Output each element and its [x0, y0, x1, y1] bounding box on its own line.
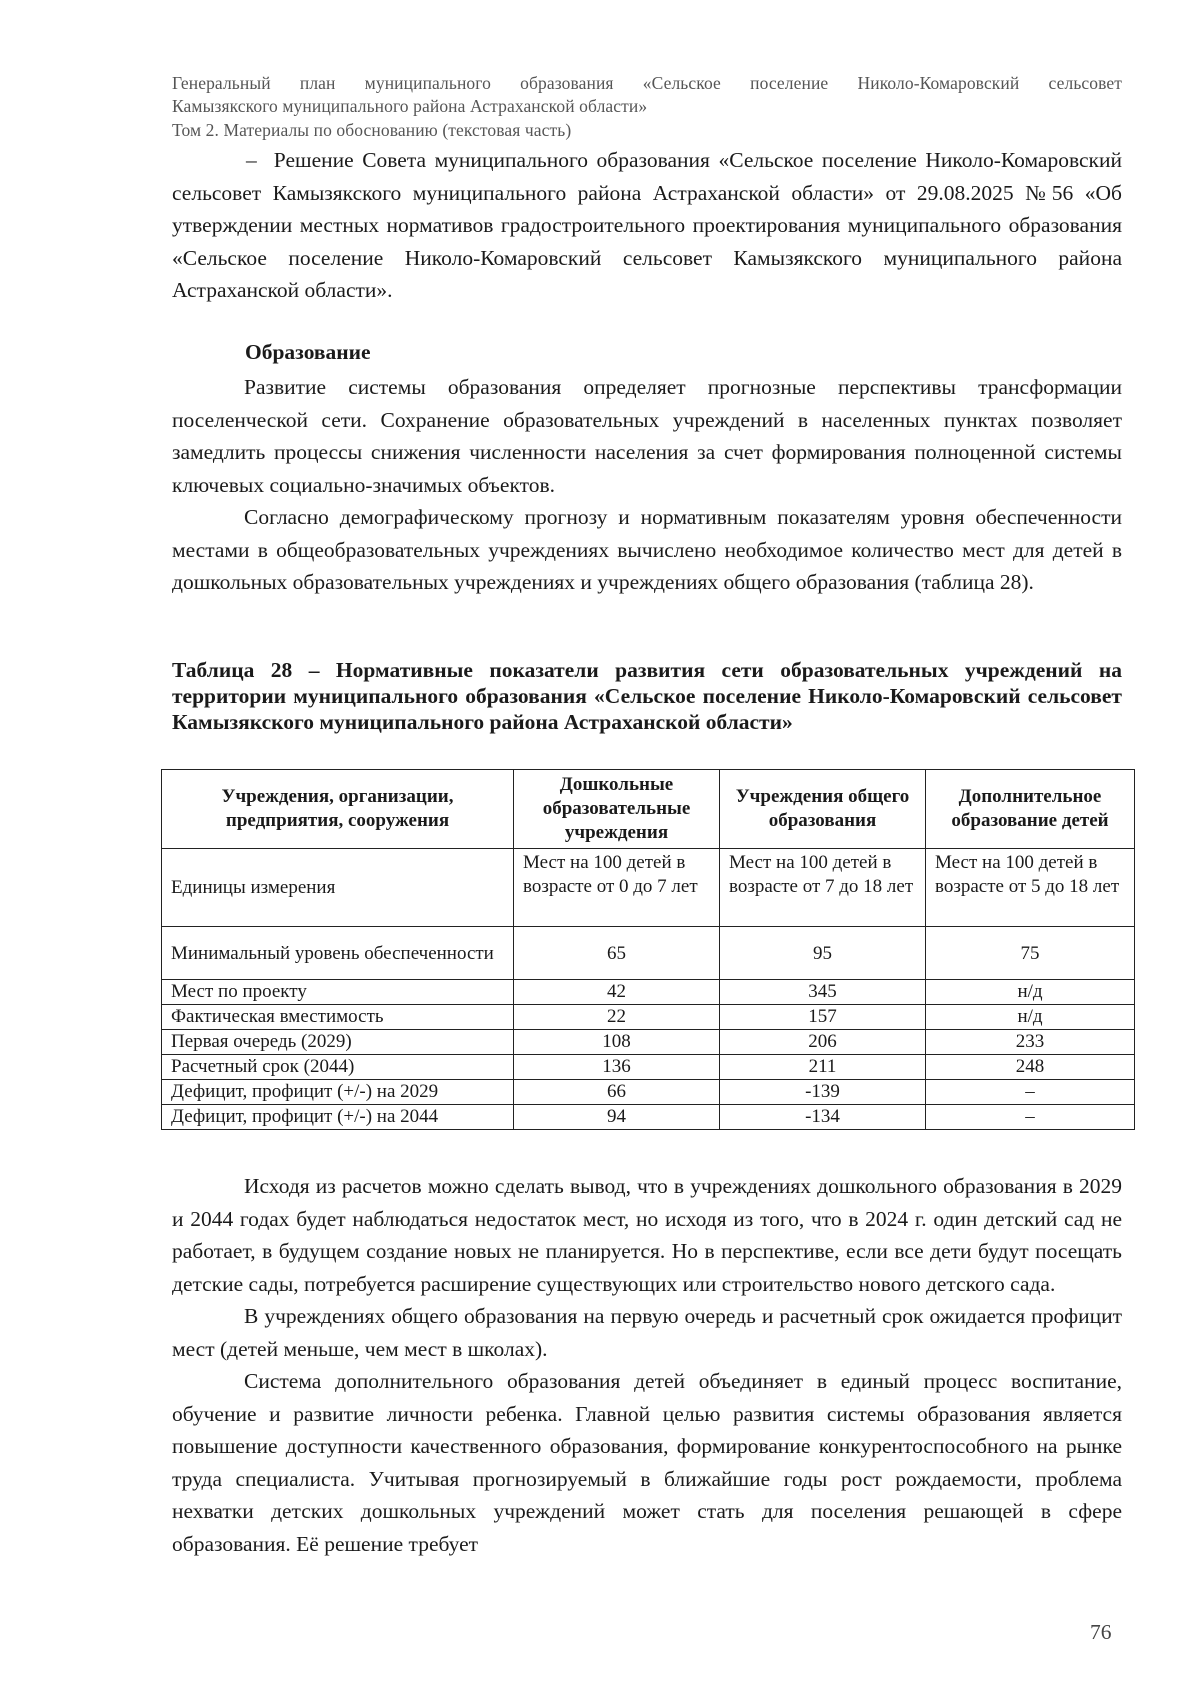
section-heading: Образование: [245, 340, 371, 364]
table-cell: 345: [720, 980, 926, 1005]
table-row: [162, 1055, 1135, 1080]
table-cell: 66: [514, 1080, 720, 1105]
table-row-units: [162, 849, 1135, 927]
table-cell: 108: [514, 1030, 720, 1055]
paragraphs-before-table: [172, 371, 1122, 599]
paragraphs-after-table: [172, 1170, 1122, 1560]
table-row: [162, 1005, 1135, 1030]
column-header: Дополнительное образование детей: [926, 770, 1135, 849]
table-cell: –: [926, 1080, 1135, 1105]
paragraph: Исходя из расчетов можно сделать вывод, что в учреждениях дошкольного образования в 2029 и 2044 годах будет наблюдаться недостаток мест, но исходя из того, что в 2024 г. один детский сад не работает, в будущем создание новых не планируется. Но в перспективе, если все дети будут посещать детские сады, потребуется расширение существующих или строительство нового детского сада.: [172, 1174, 1122, 1296]
row-label: Минимальный уровень обеспеченности: [162, 927, 514, 980]
table-cell: 157: [720, 1005, 926, 1030]
page-number: 76: [1090, 1620, 1112, 1644]
table-cell: Мест на 100 детей в возрасте от 5 до 18 лет: [926, 849, 1135, 927]
table-caption: Таблица 28 – Нормативные показатели развития сети образовательных учреждений на территории муниципального образования «Сельское поселение Николо-Комаровский сельсовет Камызякского муниципального района Астраханской области»: [172, 658, 1122, 734]
running-header-line-2: Камызякского муниципального района Астраханской области»: [172, 96, 648, 116]
table-cell: 75: [926, 927, 1135, 980]
table-cell: 65: [514, 927, 720, 980]
column-header: Учреждения, организации, предприятия, сооружения: [162, 770, 514, 849]
row-label: Фактическая вместимость: [162, 1005, 514, 1030]
table-row: [162, 927, 1135, 980]
table-cell: 94: [514, 1105, 720, 1130]
table-cell: 42: [514, 980, 720, 1005]
table-cell: н/д: [926, 980, 1135, 1005]
table-cell: 136: [514, 1055, 720, 1080]
table-cell: 233: [926, 1030, 1135, 1055]
table-row: [162, 1105, 1135, 1130]
table-cell: –: [926, 1105, 1135, 1130]
paragraph: В учреждениях общего образования на первую очередь и расчетный срок ожидается профицит мест (детей меньше, чем мест в школах).: [172, 1304, 1122, 1361]
table-cell: 22: [514, 1005, 720, 1030]
running-header-line-1: Генеральный план муниципального образования «Сельское поселение Николо-Комаровский сельсовет: [172, 73, 1122, 93]
table-cell: 211: [720, 1055, 926, 1080]
table-cell: 248: [926, 1055, 1135, 1080]
column-header: Учреждения общего образования: [720, 770, 926, 849]
paragraph: Согласно демографическому прогнозу и нормативным показателям уровня обеспеченности местами в общеобразовательных учреждениях вычислено необходимое количество мест для детей в дошкольных образовательных учреждениях и учреждениях общего образования (таблица 28).: [172, 505, 1122, 594]
paragraph: Система дополнительного образования детей объединяет в единый процесс воспитание, обучение и развитие личности ребенка. Главной целью развития системы образования является повышение доступности качественного образования, формирование конкурентоспособного на рынке труда специалиста. Учитывая прогнозируемый в ближайшие годы рост рождаемости, проблема нехватки детских дошкольных учреждений может стать для поселения решающей в сфере образования. Её решение требует: [172, 1369, 1122, 1556]
table-cell: 95: [720, 927, 926, 980]
table-cell: Мест на 100 детей в возрасте от 0 до 7 лет: [514, 849, 720, 927]
intro-list-item: – Решение Совета муниципального образования «Сельское поселение Николо-Комаровский сельсовет Камызякского муниципального района Астраханской области» от 29.08.2025 №56 «Об утверждении местных нормативов градостроительного проектирования муниципального образования «Сельское поселение Николо-Комаровский сельсовет Камызякского муниципального района Астраханской области».: [172, 148, 1122, 302]
row-label: Расчетный срок (2044): [162, 1055, 514, 1080]
column-header: Дошкольные образовательные учреждения: [514, 770, 720, 849]
row-label: Дефицит, профицит (+/-) на 2044: [162, 1105, 514, 1130]
row-label: Мест по проекту: [162, 980, 514, 1005]
table-cell: -134: [720, 1105, 926, 1130]
paragraph: Развитие системы образования определяет прогнозные перспективы трансформации поселенческой сети. Сохранение образовательных учреждений в населенных пунктах позволяет замедлить процессы снижения численности населения за счет формирования полноценной системы ключевых социально-значимых объектов.: [172, 375, 1122, 497]
table-cell: 206: [720, 1030, 926, 1055]
running-header-line-3: Том 2. Материалы по обоснованию (текстовая часть): [172, 120, 572, 140]
row-label: Первая очередь (2029): [162, 1030, 514, 1055]
row-label: Дефицит, профицит (+/-) на 2029: [162, 1080, 514, 1105]
table-row: [162, 1030, 1135, 1055]
table-cell: Мест на 100 детей в возрасте от 7 до 18 лет: [720, 849, 926, 927]
table-row: [162, 1080, 1135, 1105]
table-cell: -139: [720, 1080, 926, 1105]
row-label: Единицы измерения: [162, 849, 514, 927]
table-header-row: [162, 770, 1135, 849]
table-cell: н/д: [926, 1005, 1135, 1030]
education-norms-table: [161, 769, 1135, 1130]
intro-list: [172, 144, 1122, 307]
table-row: [162, 980, 1135, 1005]
